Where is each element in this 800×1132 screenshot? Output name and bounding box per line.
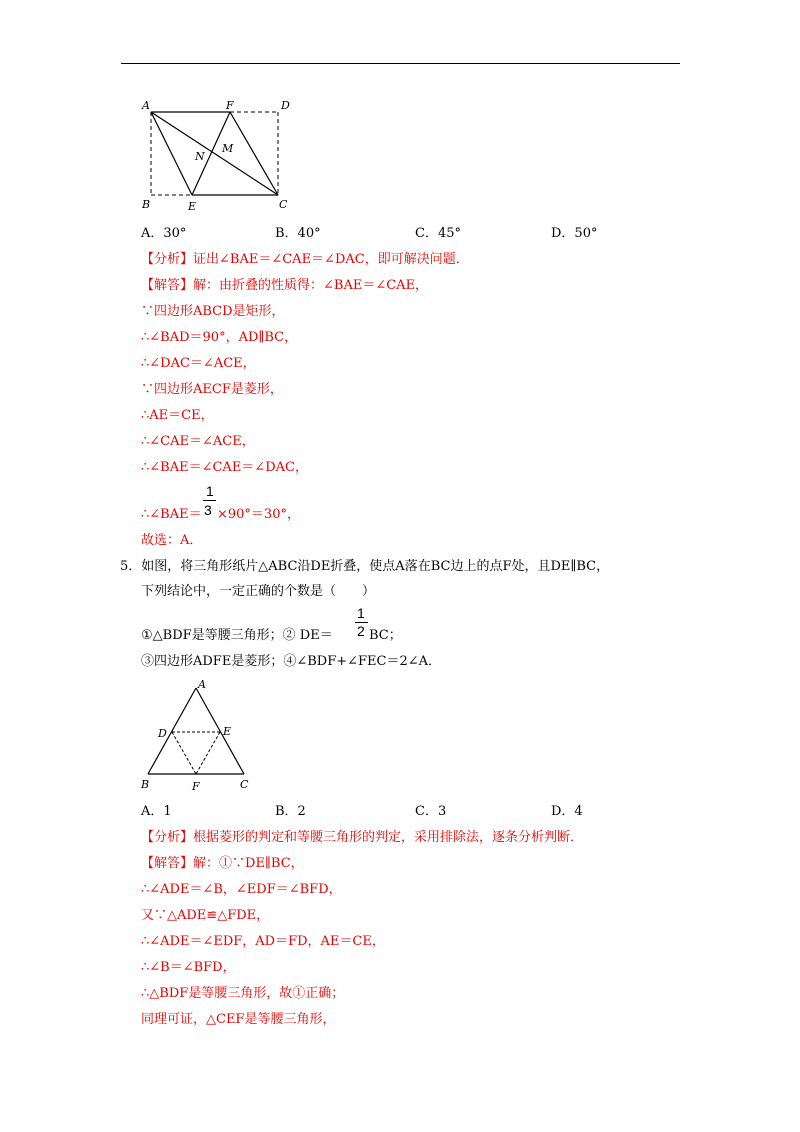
q4-fraction-denominator: 3	[204, 502, 212, 518]
q5-option-b: B．2	[275, 804, 306, 819]
q4-step: ∴∠CAE＝∠ACE，	[141, 434, 255, 449]
q4-option-c: C．45°	[415, 226, 461, 241]
q4-option-d: D．50°	[551, 226, 598, 241]
q5-step: ∴∠B＝∠BFD，	[141, 960, 236, 975]
q4-step: ∴∠BAE＝∠CAE＝∠DAC，	[141, 460, 308, 475]
q5-option-d: D．4	[551, 804, 583, 819]
q4-step: ∵四边形AECF是菱形，	[141, 382, 283, 397]
q5-statement-2: ③四边形ADFE是菱形；④∠BDF+∠FEC＝2∠A．	[141, 654, 442, 669]
q5-step: 又∵△ADE≌△FDE，	[141, 908, 270, 923]
q4-step: ∵四边形ABCD是矩形，	[141, 304, 285, 319]
header-rule	[121, 63, 680, 64]
q4-label-A: A	[142, 99, 150, 112]
q4-step: ∴∠DAC＝∠ACE，	[141, 356, 256, 371]
q5-answer	[141, 855, 304, 873]
q4-choice: 故选：A．	[141, 533, 203, 548]
q4-fraction-bar	[203, 500, 216, 501]
q4-label-N: N	[195, 150, 205, 163]
q4-fraction-prefix: ∴∠BAE＝	[141, 507, 202, 522]
q4-step: ∴AE＝CE，	[141, 408, 214, 423]
q4-label-M: M	[222, 142, 234, 155]
q5-fraction-numerator: 1	[357, 605, 365, 621]
q4-fraction-numerator: 1	[206, 483, 214, 499]
analysis-text: 证出∠BAE＝∠CAE＝∠DAC，即可解决问题．	[193, 252, 469, 267]
q5-figure-triangle-fold	[136, 676, 256, 796]
answer-first-line: 解：由折叠的性质得：∠BAE＝∠CAE，	[193, 278, 429, 293]
q5-label-B: B	[141, 778, 150, 791]
q4-answer	[141, 277, 428, 295]
q5-label-C: C	[240, 778, 249, 791]
q4-figure-rectangle-fold	[136, 96, 301, 214]
q4-label-F: F	[226, 99, 234, 112]
answer-tag: 【解答】	[141, 856, 194, 871]
q5-label-F: F	[192, 780, 200, 793]
q4-label-B: B	[142, 198, 151, 211]
q5-statement-suffix: BC；	[369, 628, 402, 643]
q5-step: 同理可证，△CEF是等腰三角形，	[141, 1012, 336, 1027]
answer-tag: 【解答】	[141, 278, 194, 293]
q5-fraction-denominator: 2	[357, 623, 365, 639]
q5-statement-prefix: ①△BDF是等腰三角形；② DE＝	[141, 628, 333, 643]
q5-stem-line2: 下列结论中，一定正确的个数是（ ）	[141, 584, 376, 599]
analysis-tag: 【分析】	[141, 252, 194, 267]
q5-label-E: E	[223, 725, 232, 738]
q5-step: ∴∠ADE＝∠B，∠EDF＝∠BFD，	[141, 882, 342, 897]
q5-stem-line1: 5．如图，将三角形纸片△ABC沿DE折叠，使点A落在BC边上的点F处，且DE∥BC，	[120, 559, 610, 574]
analysis-text: 根据菱形的判定和等腰三角形的判定，采用排除法，逐条分析判断．	[193, 830, 584, 845]
q4-option-a: A．30°	[141, 226, 187, 241]
answer-first-line: 解：①∵DE∥BC，	[193, 856, 304, 871]
q5-label-A: A	[198, 678, 206, 691]
q5-label-D: D	[158, 727, 167, 740]
q4-step: ∴∠BAD＝90°，AD∥BC，	[141, 330, 298, 345]
analysis-tag: 【分析】	[141, 830, 194, 845]
q4-fraction-suffix: ×90°＝30°，	[217, 507, 300, 522]
q5-option-a: A．1	[141, 804, 172, 819]
q5-step: ∴△BDF是等腰三角形，故①正确；	[141, 986, 345, 1001]
q4-label-C: C	[279, 198, 288, 211]
q4-label-D: D	[281, 99, 290, 112]
q4-label-E: E	[188, 200, 197, 213]
q4-analysis	[141, 251, 469, 269]
q5-analysis	[141, 829, 583, 847]
q5-step: ∴∠ADE＝∠EDF，AD＝FD，AE＝CE，	[141, 934, 385, 949]
q5-option-c: C．3	[415, 804, 447, 819]
q4-option-b: B．40°	[275, 226, 321, 241]
